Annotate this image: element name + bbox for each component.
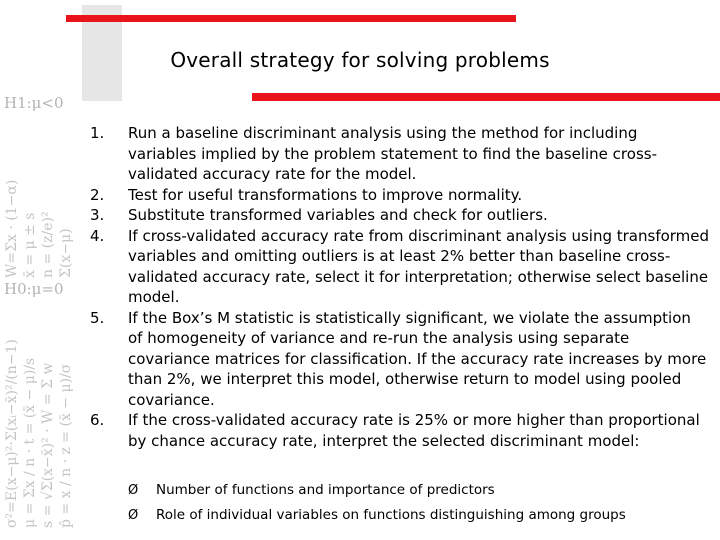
step-number: 1. <box>90 124 105 142</box>
step-number: 3. <box>90 206 105 224</box>
strategy-steps-list <box>90 123 710 451</box>
svg-text:σ²=E(x−μ)²·Σ(xᵢ−x̄)²/(n−1): σ²=E(x−μ)²·Σ(xᵢ−x̄)²/(n−1) <box>4 339 20 528</box>
svg-text:Σ(x−μ): Σ(x−μ) <box>58 228 74 278</box>
svg-text:n = (z/e)²: n = (z/e)² <box>40 211 56 278</box>
svg-text:p̂ = x / n · z = (x̄ − μ)/σ: p̂ = x / n · z = (x̄ − μ)/σ <box>58 363 74 528</box>
list-item <box>90 226 710 308</box>
svg-text:s = √Σ(x−x̄)² · W = Σ w: s = √Σ(x−x̄)² · W = Σ w <box>40 362 56 528</box>
step-number: 2. <box>90 185 105 204</box>
step-number: 5. <box>90 308 105 327</box>
list-item <box>90 410 710 451</box>
formula-h1-label: H1:μ<0 <box>4 94 64 112</box>
svg-text:x̄ = μ ± s: x̄ = μ ± s <box>22 212 38 278</box>
sub-bullet-text: Number of functions and importance of predictors <box>156 482 495 498</box>
step-text: If the cross-validated accuracy rate is 25% or more higher than proportional by chance accuracy rate, interpret the selected discriminant model: <box>128 411 700 450</box>
step-text: Run a baseline discriminant analysis using the method for including variables implied by the problem statement to find the baseline cross-validated accuracy rate for the model. <box>128 124 657 183</box>
decorative-formula-background <box>0 88 78 540</box>
list-item <box>90 123 710 185</box>
step-number: 4. <box>90 226 105 245</box>
svg-text:W=Σx · (1−α): W=Σx · (1−α) <box>4 179 20 278</box>
sub-bullet-text: Role of individual variables on functions distinguishing among groups <box>156 507 626 523</box>
list-item <box>90 185 710 206</box>
arrow-bullet-icon: Ø <box>128 483 139 498</box>
step-text: Substitute transformed variables and check for outliers. <box>128 206 548 224</box>
arrow-bullet-icon: Ø <box>128 508 139 523</box>
page-title: Overall strategy for solving problems <box>170 48 550 72</box>
decorative-red-bar-bottom <box>252 93 720 101</box>
step-text: If the Box’s M statistic is statistically significant, we violate the assumption of homogeneity of variance and re-run the analysis using separate covariance matrices for classification. If the accuracy rate increases by more than 2%, we interpret this model, otherwise return to model using pooled covariance. <box>128 308 707 409</box>
list-item <box>90 308 710 411</box>
svg-text:μ = Σx / n · t = (x̄ − μ)/s: μ = Σx / n · t = (x̄ − μ)/s <box>22 357 38 528</box>
formula-h0-label: H0:μ=0 <box>4 280 64 298</box>
decorative-red-bar-top <box>66 15 516 22</box>
step-text: Test for useful transformations to improve normality. <box>128 185 523 204</box>
formula-rotated-glyphs <box>4 180 74 528</box>
step-number: 6. <box>90 411 105 429</box>
step-text: If cross-validated accuracy rate from discriminant analysis using transformed variables and omitting outliers is at least 2% better than baseline cross-validated accuracy rate, select it for interpretation; otherwise select baseline model. <box>128 226 710 306</box>
sub-bullet-item <box>128 503 626 528</box>
sub-bullet-list <box>128 478 626 528</box>
list-item <box>90 205 710 226</box>
sub-bullet-item <box>128 478 626 503</box>
